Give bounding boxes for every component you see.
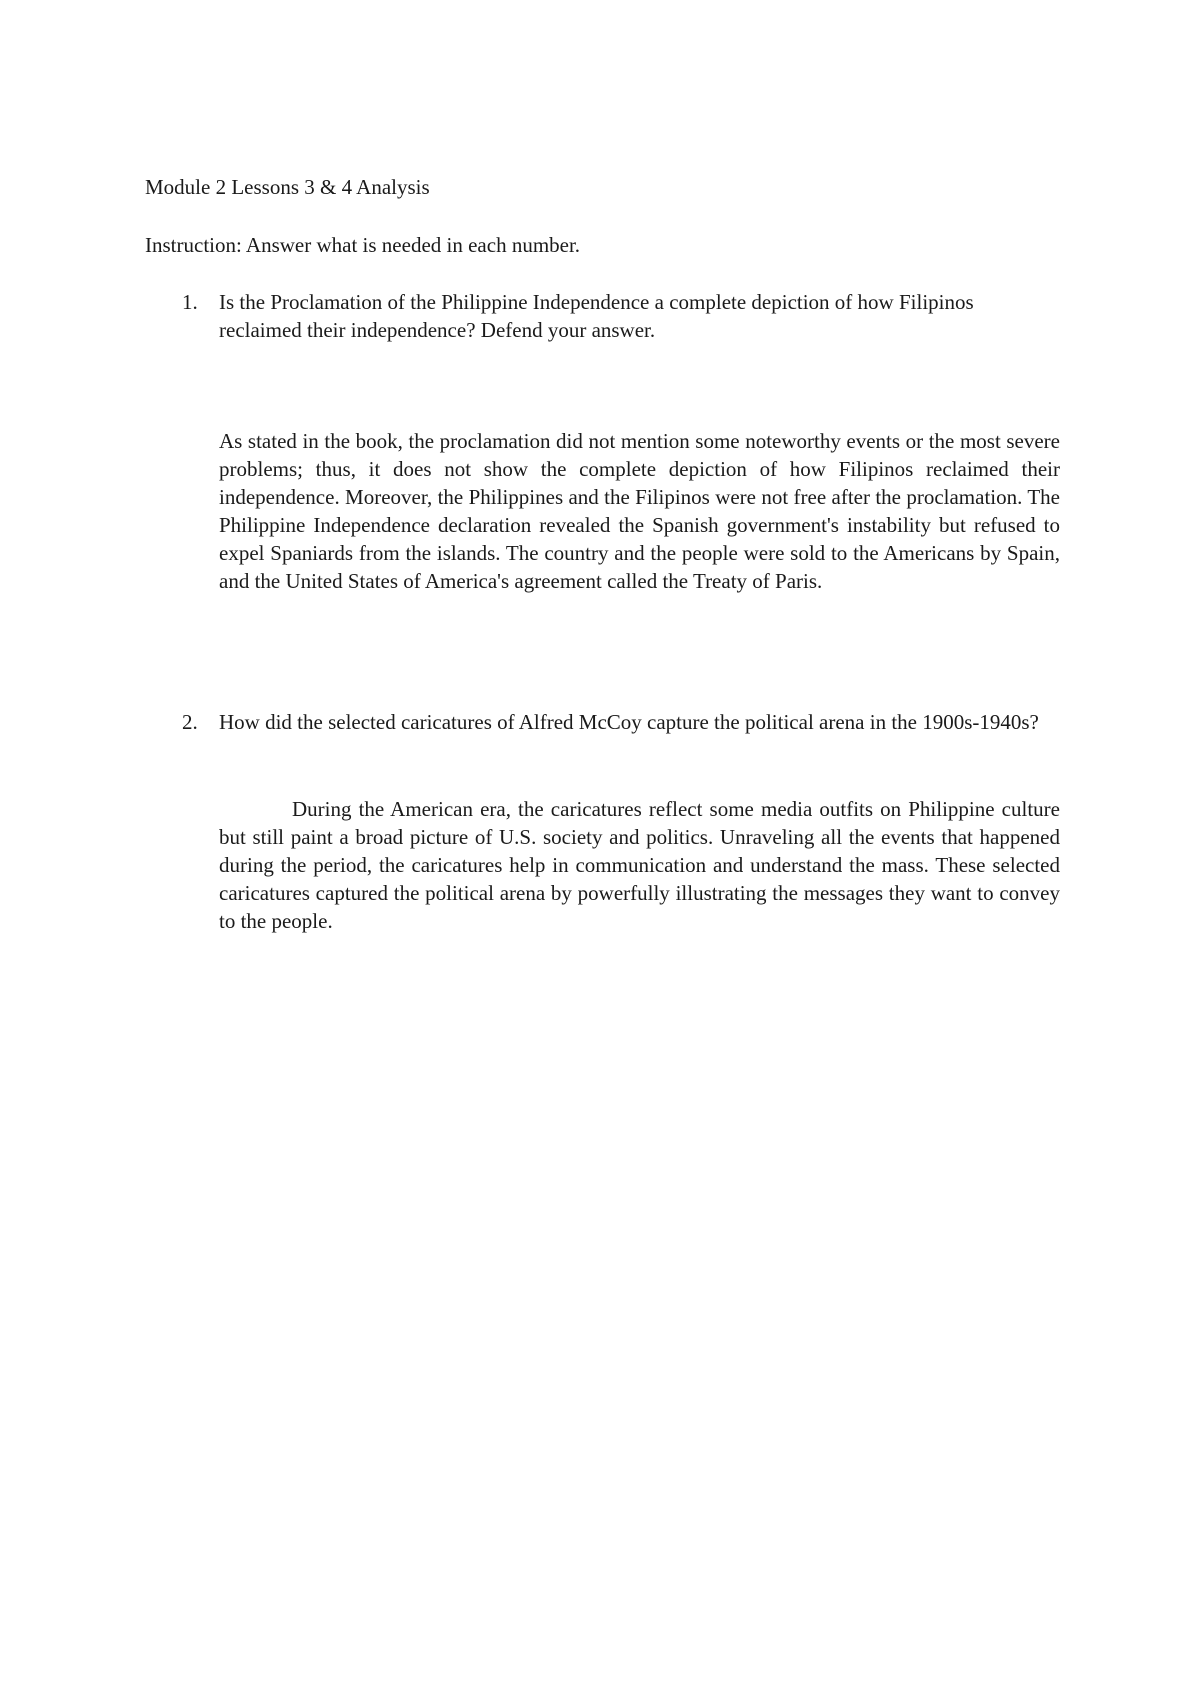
question-text: Is the Proclamation of the Philippine Independence a complete depiction of how Filipinos reclaimed their independence? Defend your answer. <box>219 290 974 342</box>
answer-paragraph: During the American era, the caricatures reflect some media outfits on Philippine culture but still paint a broad picture of U.S. society and politics. Unraveling all the events that happened during the period, the caricatures help in communication and understand the mass. These selected caricatures captured the political arena by powerfully illustrating the messages they want to convey to the people. <box>219 797 1060 933</box>
question-number: 2. <box>182 710 198 734</box>
question-text: How did the selected caricatures of Alfred McCoy capture the political arena in the 1900s-1940s? <box>219 710 1039 734</box>
question-number: 1. <box>182 290 198 314</box>
answer-paragraph: As stated in the book, the proclamation did not mention some noteworthy events or the most severe problems; thus, it does not show the complete depiction of how Filipinos reclaimed their independence. Moreover, the Philippines and the Filipinos were not free after the proclamation. The Philippine Independence declaration revealed the Spanish government's instability but refused to expel Spaniards from the islands. The country and the people were sold to the Americans by Spain, and the United States of America's agreement called the Treaty of Paris. <box>219 429 1060 593</box>
instruction-text: Instruction: Answer what is needed in each number. <box>145 233 581 257</box>
document-title: Module 2 Lessons 3 & 4 Analysis <box>145 175 430 199</box>
